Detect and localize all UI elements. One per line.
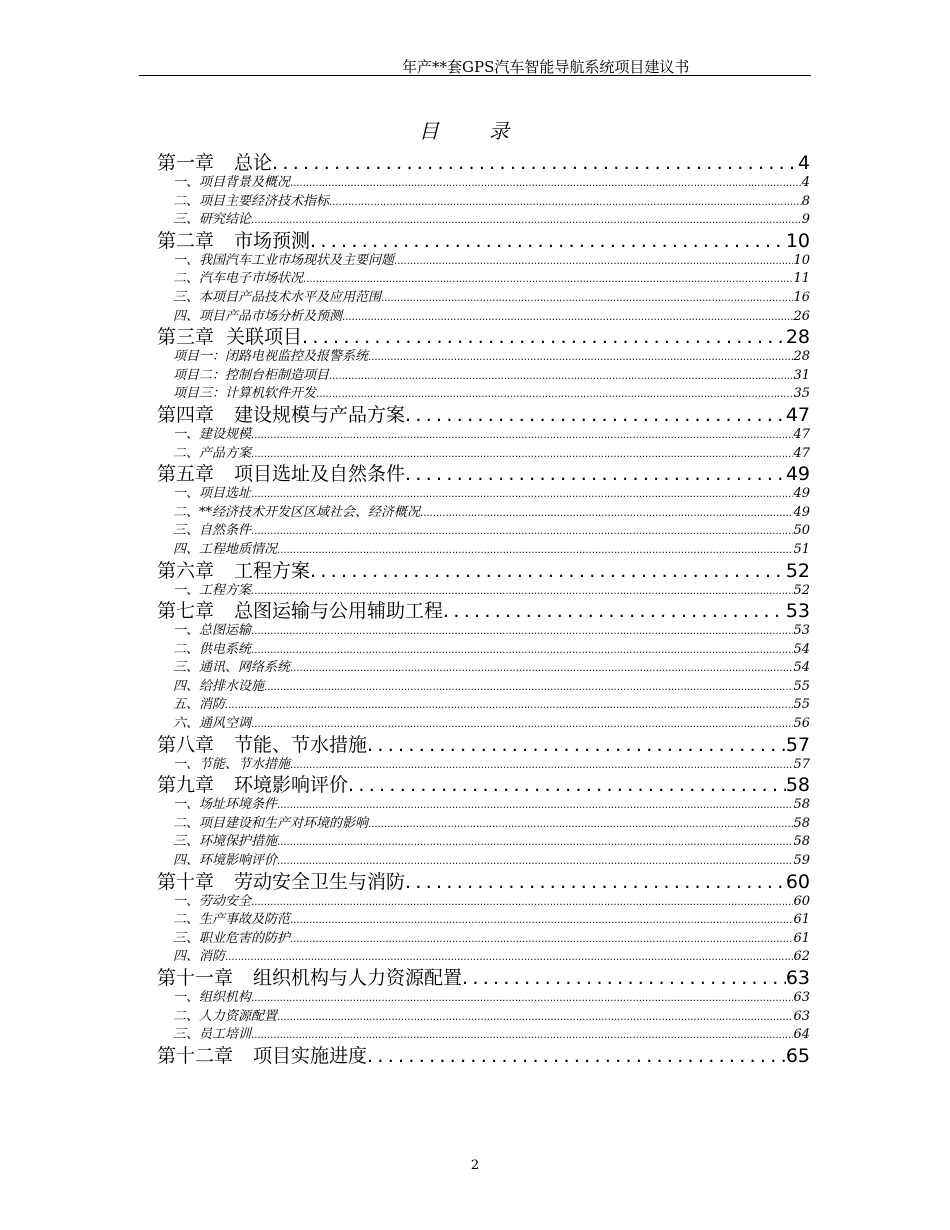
- toc-chapter-title: 项目实施进度: [253, 1045, 368, 1067]
- toc-section-entry[interactable]: [157, 308, 810, 327]
- toc-chapter-page: 53: [785, 601, 810, 623]
- toc-section-title: [173, 659, 793, 678]
- toc-chapter-entry[interactable]: [157, 561, 810, 582]
- toc-section-label: 四、环境影响评价: [173, 853, 278, 869]
- toc-section-page: 16: [793, 289, 810, 305]
- toc-chapter-title: 劳动安全卫生与消防: [234, 871, 406, 893]
- toc-section-page: 58: [793, 815, 810, 831]
- toc-chapter-page: 28: [785, 327, 810, 349]
- toc-section-title: [173, 948, 793, 967]
- toc-chapter-leader: [157, 153, 798, 174]
- toc-section-page: 61: [793, 930, 810, 946]
- toc-chapter-page: 4: [797, 153, 810, 174]
- toc-section-title: [173, 582, 793, 601]
- toc-chapter-number: 第六章: [157, 560, 215, 582]
- toc-chapter-leader: [157, 405, 786, 426]
- header-rule: [139, 75, 811, 76]
- toc-chapter-page: 49: [785, 464, 810, 486]
- toc-section-page: 63: [793, 1008, 810, 1024]
- toc-section-entry[interactable]: [157, 385, 810, 404]
- toc-chapter-leader: [157, 1046, 786, 1067]
- toc-section-title: [173, 385, 793, 404]
- toc-section-entry[interactable]: [157, 193, 810, 212]
- toc-section-entry[interactable]: [157, 582, 810, 601]
- toc-section-page: 60: [793, 893, 810, 909]
- toc-section-page: 54: [793, 641, 810, 657]
- toc-chapter-entry[interactable]: [157, 775, 810, 796]
- toc-chapter-leader: [157, 872, 786, 893]
- toc-section-title: [173, 989, 793, 1008]
- toc-chapter-leader: [157, 464, 786, 485]
- toc-section-title: [173, 756, 793, 775]
- toc-section-label: 一、项目背景及概况: [173, 175, 291, 190]
- toc-section-page: 63: [793, 990, 810, 1005]
- toc-section-label: 二、项目建设和生产对环境的影响: [173, 815, 369, 831]
- toc-chapter-number: 第一章: [157, 153, 215, 174]
- toc-section-page: 55: [793, 697, 810, 713]
- toc-section-page: 47: [793, 426, 810, 442]
- toc-section-entry[interactable]: [157, 948, 810, 967]
- toc-chapter-leader: [157, 735, 786, 756]
- toc-section-page: 31: [793, 367, 810, 383]
- toc-section-label: 四、工程地质情况: [173, 541, 278, 557]
- toc-chapter-title: 市场预测: [234, 230, 311, 252]
- table-of-contents: [157, 152, 810, 1067]
- toc-section-title: [173, 541, 793, 560]
- toc-section-title: [173, 504, 793, 523]
- toc-section-label: 一、工程方案: [173, 582, 252, 598]
- toc-section-entry[interactable]: [157, 1008, 810, 1027]
- header-title: 年产**套GPS汽车智能导航系统项目建议书: [402, 58, 690, 76]
- toc-section-label: 五、消防: [173, 697, 226, 713]
- toc-section-label: 二、汽车电子市场状况: [173, 271, 304, 287]
- toc-section-title: [173, 445, 793, 464]
- toc-chapter-number: 第四章: [157, 404, 215, 426]
- toc-section-entry[interactable]: [157, 522, 810, 541]
- toc-section-label: 一、劳动安全: [173, 893, 252, 909]
- toc-chapter-number: 第二章: [157, 230, 215, 252]
- toc-section-entry[interactable]: [157, 174, 810, 193]
- toc-chapter-page: 52: [785, 560, 810, 582]
- toc-section-label: 三、环境保护措施: [173, 834, 278, 850]
- toc-section-title: [173, 308, 793, 327]
- toc-chapter-number: 第三章: [157, 327, 215, 349]
- toc-chapter-leader: [157, 231, 786, 252]
- toc-chapter-page: 65: [785, 1045, 810, 1067]
- toc-chapter-entry[interactable]: [157, 327, 810, 348]
- toc-section-title: [173, 715, 793, 734]
- toc-section-label: 项目一：闭路电视监控及报警系统: [173, 349, 369, 365]
- toc-section-entry[interactable]: [157, 541, 810, 560]
- toc-section-page: 50: [793, 523, 810, 539]
- toc-section-label: 三、研究结论: [173, 212, 252, 228]
- toc-section-title: [173, 252, 793, 271]
- toc-chapter-title: 建设规模与产品方案: [234, 404, 406, 426]
- toc-section-page: 59: [793, 853, 810, 869]
- toc-chapter-leader: [157, 968, 786, 989]
- toc-section-entry[interactable]: [157, 815, 810, 834]
- toc-chapter-number: 第五章: [157, 464, 215, 486]
- toc-section-title: [173, 678, 793, 697]
- toc-chapter-entry[interactable]: [157, 231, 810, 252]
- toc-section-label: 二、产品方案: [173, 445, 252, 461]
- toc-section-page: 52: [793, 582, 810, 598]
- toc-section-title: [173, 696, 793, 715]
- toc-section-label: 一、建设规模: [173, 426, 252, 442]
- toc-section-label: 二、生产事故及防范: [173, 912, 291, 928]
- toc-section-page: 47: [793, 445, 810, 461]
- toc-section-label: 六、通风空调: [173, 716, 252, 732]
- toc-section-title: [173, 911, 793, 930]
- toc-section-entry[interactable]: [157, 270, 810, 289]
- toc-section-page: 8: [801, 193, 810, 209]
- toc-section-page: 49: [793, 504, 810, 520]
- toc-section-entry[interactable]: [157, 678, 810, 697]
- toc-section-page: 53: [793, 623, 810, 639]
- toc-chapter-title: 环境影响评价: [234, 775, 349, 797]
- toc-section-label: 二、供电系统: [173, 641, 252, 657]
- toc-section-title: [173, 211, 802, 230]
- toc-section-page: 61: [793, 912, 810, 928]
- toc-section-page: 11: [793, 271, 810, 287]
- toc-chapter-title: 节能、节水措施: [234, 734, 368, 756]
- toc-section-title: [173, 833, 793, 852]
- toc-section-label: 三、通讯、网络系统: [173, 660, 291, 676]
- toc-chapter-title: 项目选址及自然条件: [234, 464, 406, 486]
- toc-section-entry[interactable]: [157, 989, 810, 1008]
- toc-section-label: 一、场址环境条件: [173, 797, 278, 813]
- toc-chapter-title: 总论: [234, 153, 273, 174]
- toc-section-page: 51: [793, 541, 810, 557]
- toc-chapter-page: 58: [785, 775, 810, 797]
- toc-section-page: 4: [801, 175, 810, 190]
- toc-section-page: 55: [793, 678, 810, 694]
- toc-section-title: [173, 193, 802, 212]
- toc-section-title: [173, 796, 793, 815]
- toc-section-title: [173, 893, 793, 912]
- toc-section-title: [173, 641, 793, 660]
- toc-chapter-leader: [157, 775, 786, 796]
- toc-section-page: 58: [793, 834, 810, 850]
- toc-section-label: 项目三：计算机软件开发: [173, 386, 317, 402]
- toc-section-page: 56: [793, 716, 810, 732]
- toc-section-entry[interactable]: [157, 348, 810, 367]
- toc-chapter-number: 第十章: [157, 871, 215, 893]
- toc-section-title: [173, 622, 793, 641]
- toc-chapter-number: 第八章: [157, 734, 215, 756]
- toc-section-entry[interactable]: [157, 833, 810, 852]
- toc-section-title: [173, 1008, 793, 1027]
- toc-section-title: [173, 289, 793, 308]
- toc-section-label: 一、我国汽车工业市场现状及主要问题: [173, 252, 395, 268]
- toc-chapter-entry[interactable]: [157, 735, 810, 756]
- toc-section-label: 二、项目主要经济技术指标: [173, 193, 330, 209]
- toc-section-title: [173, 522, 793, 541]
- toc-chapter-entry[interactable]: [157, 153, 810, 174]
- toc-section-label: 三、自然条件: [173, 523, 252, 539]
- toc-chapter-page: 60: [785, 871, 810, 893]
- toc-section-entry[interactable]: [157, 893, 810, 912]
- toc-chapter-title: 工程方案: [234, 560, 311, 582]
- toc-chapter-entry[interactable]: [157, 1046, 810, 1067]
- toc-chapter-page: 10: [785, 230, 810, 252]
- toc-section-title: [173, 367, 793, 386]
- toc-section-entry[interactable]: [157, 641, 810, 660]
- toc-section-page: 54: [793, 660, 810, 676]
- toc-section-entry[interactable]: [157, 211, 810, 230]
- toc-chapter-entry[interactable]: [157, 405, 810, 426]
- toc-section-title: [173, 426, 793, 445]
- toc-chapter-entry[interactable]: [157, 464, 810, 485]
- toc-section-title: [173, 930, 793, 949]
- toc-section-entry[interactable]: [157, 930, 810, 949]
- toc-section-label: 二、人力资源配置: [173, 1008, 278, 1024]
- toc-section-title: [173, 174, 802, 193]
- toc-chapter-page: 47: [785, 404, 810, 426]
- toc-section-title: [173, 270, 793, 289]
- toc-section-entry[interactable]: [157, 289, 810, 308]
- toc-title: 目 录: [418, 119, 532, 143]
- toc-section-page: 28: [793, 349, 810, 365]
- toc-section-page: 26: [793, 308, 810, 324]
- toc-section-entry[interactable]: [157, 445, 810, 464]
- toc-section-label: 项目二：控制台柜制造项目: [173, 367, 330, 383]
- toc-section-page: 49: [793, 486, 810, 502]
- toc-section-label: 三、职业危害的防护: [173, 930, 291, 946]
- toc-section-entry[interactable]: [157, 622, 810, 641]
- toc-chapter-number: 第七章: [157, 601, 215, 623]
- toc-section-page: 58: [793, 797, 810, 813]
- toc-chapter-number: 第十二章: [157, 1045, 234, 1067]
- toc-chapter-number: 第十一章: [157, 968, 234, 989]
- toc-section-title: [173, 852, 793, 871]
- toc-section-label: 一、节能、节水措施: [173, 756, 291, 772]
- toc-section-page: 10: [793, 252, 810, 268]
- toc-section-title: [173, 348, 793, 367]
- toc-chapter-page: 57: [785, 734, 810, 756]
- toc-chapter-entry[interactable]: [157, 601, 810, 622]
- toc-section-entry[interactable]: [157, 796, 810, 815]
- toc-section-page: 9: [801, 212, 810, 228]
- toc-section-entry[interactable]: [157, 756, 810, 775]
- toc-section-page: 62: [793, 949, 810, 965]
- toc-section-label: 三、员工培训: [173, 1027, 252, 1043]
- toc-chapter-number: 第九章: [157, 775, 215, 797]
- toc-section-entry[interactable]: [157, 504, 810, 523]
- toc-section-entry[interactable]: [157, 852, 810, 871]
- toc-section-label: 一、组织机构: [173, 990, 252, 1005]
- toc-section-entry[interactable]: [157, 911, 810, 930]
- toc-section-label: 四、给排水设施: [173, 678, 265, 694]
- toc-chapter-entry[interactable]: [157, 968, 810, 989]
- toc-section-entry[interactable]: [157, 426, 810, 445]
- toc-section-title: [173, 815, 793, 834]
- toc-section-label: 一、总图运输: [173, 623, 252, 639]
- toc-section-label: 一、项目选址: [173, 486, 252, 502]
- toc-chapter-title: 关联项目: [226, 327, 303, 349]
- page-number: 2: [470, 1158, 480, 1173]
- toc-section-entry[interactable]: [157, 1026, 810, 1045]
- toc-section-page: 35: [793, 386, 810, 402]
- toc-section-entry[interactable]: [157, 696, 810, 715]
- toc-chapter-entry[interactable]: [157, 872, 810, 893]
- toc-section-title: [173, 485, 793, 504]
- toc-section-label: 二、**经济技术开发区区域社会、经济概况: [173, 504, 421, 520]
- toc-chapter-page: 63: [785, 968, 810, 989]
- toc-section-entry[interactable]: [157, 659, 810, 678]
- toc-section-entry[interactable]: [157, 715, 810, 734]
- toc-chapter-title: 总图运输与公用辅助工程: [234, 601, 444, 623]
- toc-section-label: 四、项目产品市场分析及预测: [173, 308, 343, 324]
- toc-section-page: 64: [793, 1027, 810, 1043]
- toc-section-title: [173, 1026, 793, 1045]
- toc-section-entry[interactable]: [157, 485, 810, 504]
- toc-chapter-leader: [157, 561, 786, 582]
- toc-section-label: 四、消防: [173, 949, 226, 965]
- toc-chapter-leader: [157, 327, 786, 348]
- toc-chapter-leader: [157, 601, 786, 622]
- toc-section-label: 三、本项目产品技术水平及应用范围: [173, 289, 382, 305]
- toc-section-entry[interactable]: [157, 367, 810, 386]
- toc-section-entry[interactable]: [157, 252, 810, 271]
- toc-chapter-title: 组织机构与人力资源配置: [253, 968, 463, 989]
- toc-section-page: 57: [793, 756, 810, 772]
